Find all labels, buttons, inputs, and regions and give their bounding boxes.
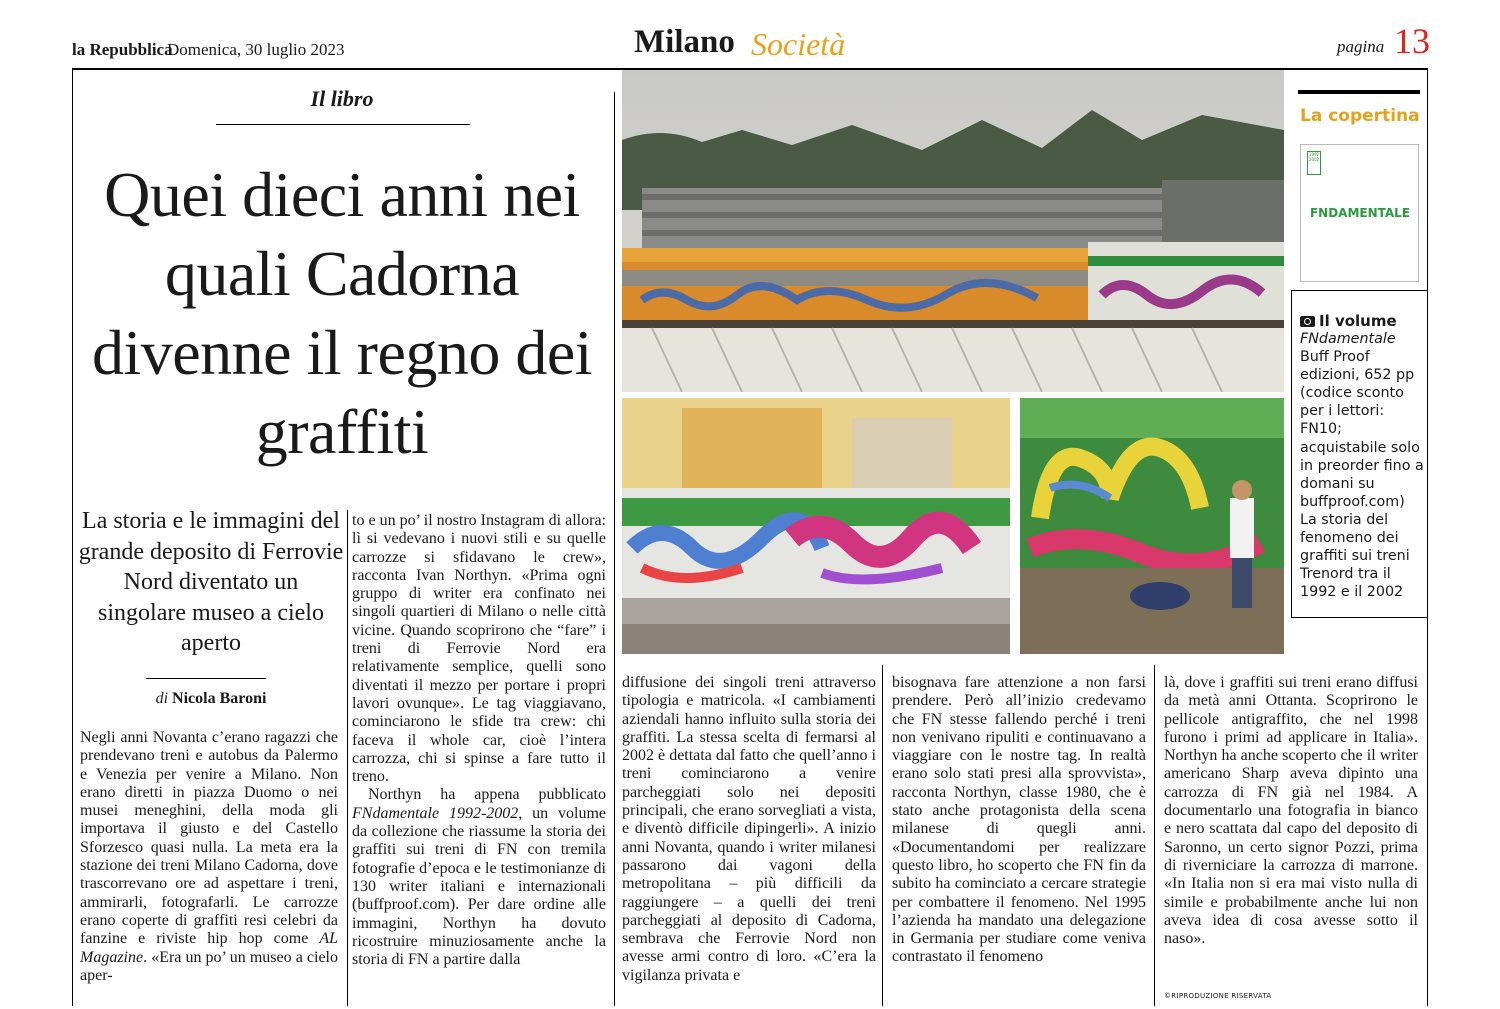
article-kicker: Il libro — [310, 86, 374, 111]
photo-train-depot — [622, 70, 1284, 392]
body-paragraph: diffusione dei singoli treni attraverso tipologia e matricola. «I cambiamenti aziendali hanno influito sulla storia dei graffiti. La stessa scelta di fermarsi al 2002 è dettata dal fatto che quell’anno i treni cominciarono a venire parcheggiati solo nei depositi principali, che erano sorvegliati a vista, e diventò difficile dipingerli». A inizio anni Novanta, quando i writer milanesi passarono dai vagoni della metropolitana – più difficili da raggiungere – a quelli dei treni parcheggiati al deposito di Cadorna, sembrava che Ferrovie Nord non avesse armi contro di loro. «C’era la vigilanza privata e — [622, 674, 876, 984]
body-text: . «Era un po’ un museo a cielo aper- — [80, 948, 338, 984]
subsection-name: Società — [751, 26, 846, 62]
byline — [78, 690, 344, 708]
body-paragraph: bisognava fare attenzione a non farsi prendere. Però all’inizio credevamo che FN stesse fallendo perché i treni non venivano ripuliti e continuavano a viaggiare con le nostre tag. In realtà erano solo stati presi alla sprovvista», racconta Northyn, classe 1980, che è stato anche protagonista della scena milanese di quegli anni. «Documentandomi per realizzare questo libro, ho scoperto che FN fin da subito ha cominciato a cercare strategie per combattere il fenomeno. Nel 1995 l’azienda ha mandato una delegazione in Germania per studiare come veniva contrastato il fenomeno — [892, 674, 1146, 966]
photo-graffiti-train-writer — [1020, 398, 1284, 654]
column-divider — [347, 510, 348, 1006]
masthead: la Repubblica — [72, 40, 173, 59]
body-column-4 — [892, 674, 1146, 967]
sidebar-divider — [1291, 290, 1292, 618]
photo-graffiti-train-station — [622, 398, 1010, 654]
sidebar-cover-heading: La copertina — [1300, 106, 1420, 126]
body-text: , un volume da collezione che riassume la storia dei graffiti sui treni di FN con tremila fotografie d’epoca e le testimonianze di 130 writer italiani e internazionali (buffproof.com). Per dare ordine alle immagini, Northyn ha dovuto ricostruire minuziosamente anche la storia di FN a partire dalla — [352, 804, 606, 969]
cover-years-badge: 1992 2002 — [1307, 151, 1321, 175]
column-divider — [1154, 665, 1155, 1006]
page-label: pagina — [1337, 37, 1385, 56]
body-paragraph: là, dove i graffiti sui treni erano diffusi da metà anni Ottanta. Scoprirono le pellicole antigraffito, che nel 1998 furono i primi ad applicare in Italia». Northyn ha anche scoperto che il writer americano Sharp aveva dipinto una carrozza di FN già nel 1984. A documentarlo una fotografia in bianco e nero scattata dal capo del deposito di Saronno, un certo signor Pozzi, prima di riverniciare la carrozza di marrone. «In Italia non si era mai visto nulla di simile e probabilmente anche lui non aveva idea di cosa avesse sotto il naso». — [1164, 674, 1418, 948]
sidebar-top-rule — [1298, 90, 1420, 94]
page-number: 13 — [1394, 21, 1430, 61]
camera-icon — [1300, 316, 1315, 327]
section-name: Milano — [634, 24, 735, 60]
volume-heading-text: Il volume — [1319, 312, 1397, 330]
body-text: Negli anni Novanta c’erano ragazzi che prendevano treni e autobus da Palermo e Venezia per venire a Milano. Non erano diretti in piazza Duomo o nei musei meneghini, della moda gli importava il giusto e del Castello Sforzesco quasi nulla. La meta era la stazione dei treni Milano Cadorna, dove trascorrevano ore ad aspettare i treni, ammirarli, fotografarli. Le carrozze erano coperte di graffiti resi celebri da fanzine e riviste hip hop come — [80, 729, 338, 948]
sidebar-volume-text — [1300, 330, 1425, 601]
sidebar-volume-heading — [1300, 312, 1397, 330]
column-divider — [614, 92, 615, 1006]
copyright-notice: ©RIPRODUZIONE RISERVATA — [1164, 992, 1272, 1000]
body-column-1 — [80, 729, 338, 985]
column-divider — [882, 665, 883, 1006]
magazine-name: AL Magazine — [80, 930, 338, 966]
article-title: Quei dieci anni nei quali Cadorna divenne il regno dei graffiti — [91, 159, 593, 467]
book-cover-title: FNDAMENTALE — [1309, 206, 1411, 220]
book-title: FNdamentale 1992-2002 — [352, 804, 519, 822]
body-paragraph: to e un po’ il nostro Instagram di allora: lì si vedevano i nuovi stili e su quelle carrozze si sfidavano le crew», racconta Ivan Northyn. «Prima ogni gruppo di writer era confinato nei singoli quartieri di Milano o nelle città vicine. Quando scoprirono che “fare” i treni di Ferrovie Nord era relativamente semplice, quelli sono diventati il mezzo per portare i propri lavori ovunque». Le tag viaggiavano, cominciarono le sfide tra crew: chi faceva il whole car, cioè l’intera carrozza, chi si spinse a fare tutto il treno. — [352, 512, 606, 786]
kicker-rule — [216, 124, 470, 125]
byline-rule — [146, 678, 266, 679]
volume-description: Buff Proof edizioni, 652 pp (codice sconto per i lettori: FN10; acquistabile solo in preorder fino a domani su buffproof.com) La storia del fenomeno dei graffiti sui treni Trenord tra il 1992 e il 2002 — [1300, 349, 1424, 601]
body-text: Northyn ha appena pubblicato — [368, 786, 606, 804]
sidebar-divider — [1291, 617, 1427, 618]
byline-prefix: di — [155, 690, 169, 707]
body-column-2 — [352, 512, 606, 969]
article-subtitle: La storia e le immagini del grande deposito di Ferrovie Nord diventato un singolare museo a cielo aperto — [78, 508, 344, 656]
right-border — [1427, 70, 1428, 1006]
issue-date: Domenica, 30 luglio 2023 — [167, 40, 345, 59]
sidebar-divider — [1291, 290, 1427, 291]
author-name: Nicola Baroni — [172, 690, 267, 707]
body-column-3 — [622, 674, 876, 985]
body-column-5 — [1164, 674, 1418, 948]
volume-title: FNdamentale — [1300, 331, 1396, 347]
